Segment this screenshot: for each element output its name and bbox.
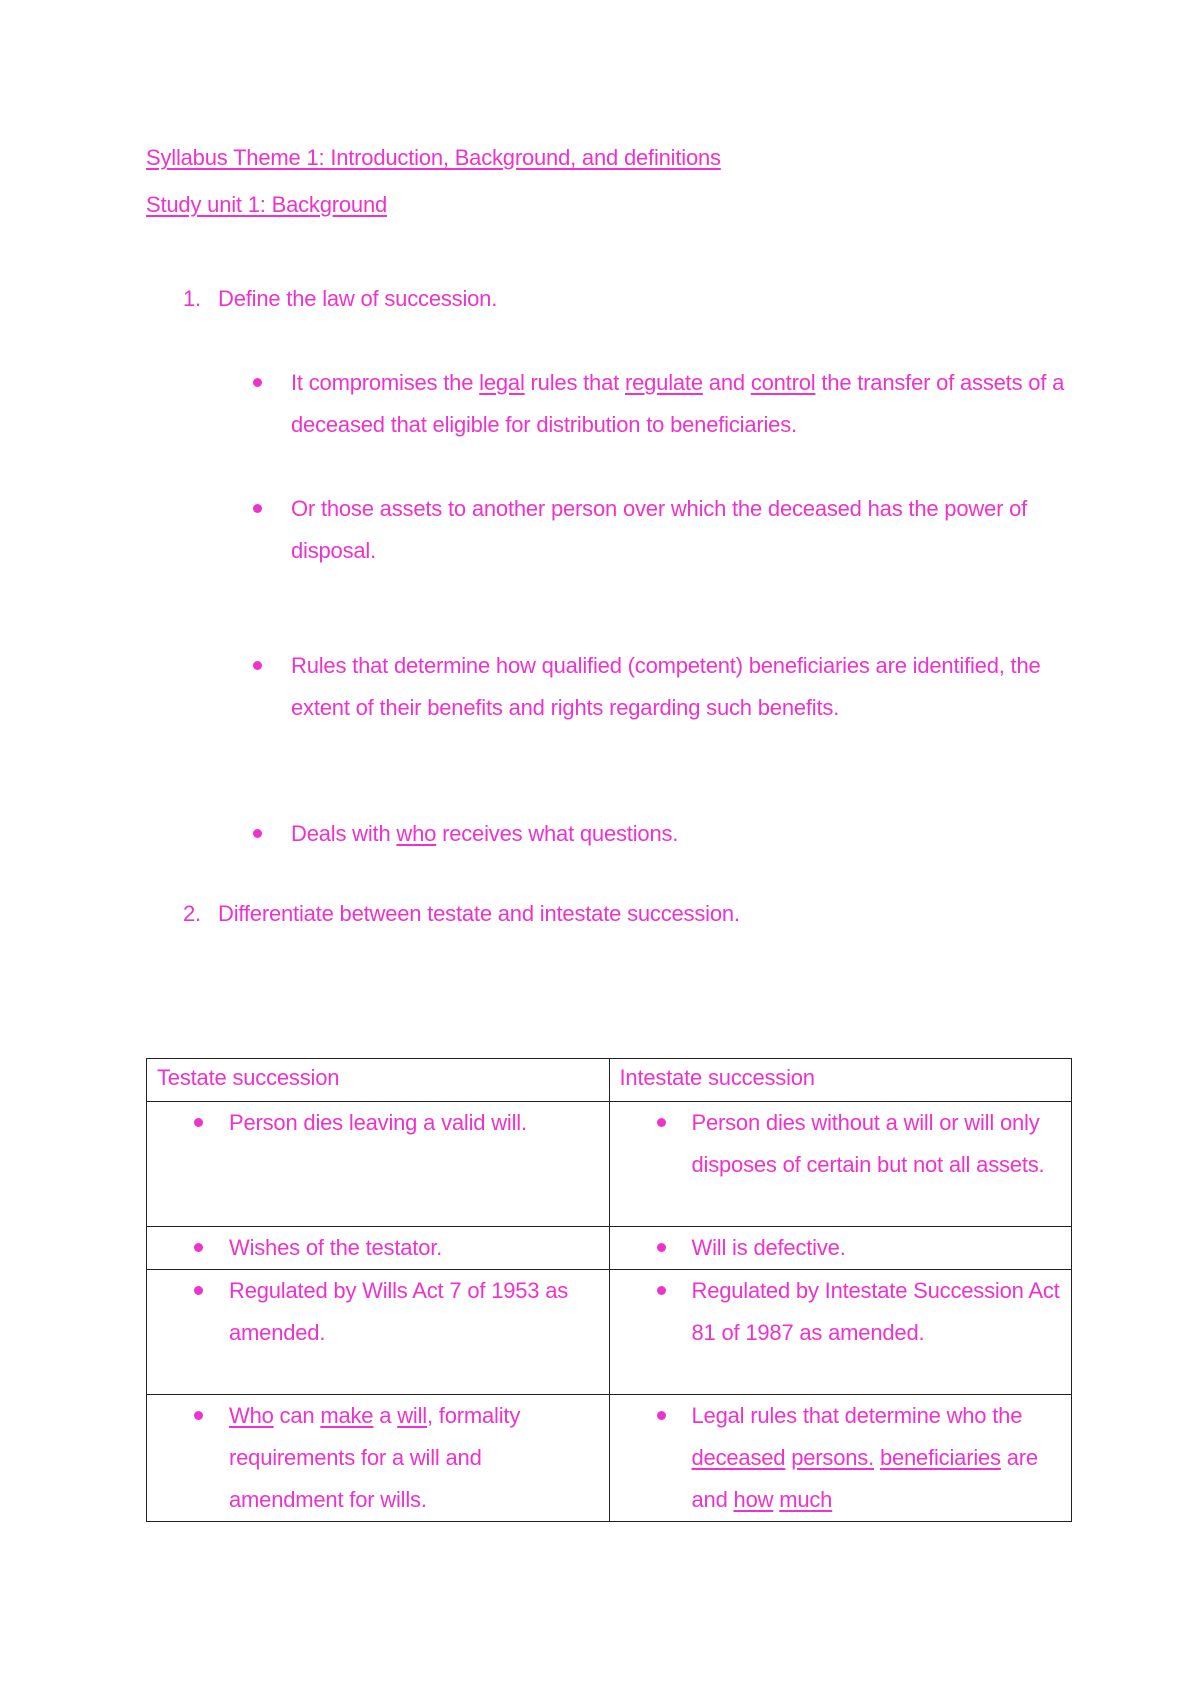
cell-text: Person dies leaving a valid will. — [229, 1110, 527, 1135]
bullet-item — [253, 488, 1073, 572]
table-row — [147, 1395, 1072, 1522]
cell-text: Regulated by Intestate Succession Act 81 of 1987 as amended. — [691, 1278, 1060, 1345]
bullet-dot-icon — [253, 661, 262, 670]
bullet-dot-icon — [657, 1411, 666, 1420]
bullet-item — [253, 362, 1073, 446]
question-text: Define the law of succession. — [218, 286, 498, 311]
bullet-dot-icon — [253, 378, 262, 387]
table-cell — [609, 1227, 1072, 1270]
cell-text: Person dies without a will or will only disposes of certain but not all assets. — [691, 1110, 1045, 1177]
question-2 — [183, 901, 740, 927]
cell-text: Regulated by Wills Act 7 of 1953 as amended. — [229, 1278, 569, 1345]
question-number: 1. — [183, 286, 201, 311]
table-cell — [609, 1270, 1072, 1395]
bullet-dot-icon — [657, 1118, 666, 1127]
bullet-dot-icon — [253, 829, 262, 838]
bullet-dot-icon — [194, 1243, 203, 1252]
bullet-text: Rules that determine how qualified (competent) beneficiaries are identified, the extent of their benefits and rights regarding such benefits. — [291, 653, 1041, 720]
bullet-dot-icon — [194, 1286, 203, 1295]
bullet-dot-icon — [194, 1411, 203, 1420]
question-number: 2. — [183, 901, 201, 926]
table-cell — [147, 1102, 610, 1227]
bullet-text: Or those assets to another person over which the deceased has the power of disposal. — [291, 496, 1028, 563]
bullet-item — [253, 813, 1073, 855]
cell-text: Wishes of the testator. — [229, 1235, 443, 1260]
table-row — [147, 1227, 1072, 1270]
study-unit-heading: Study unit 1: Background — [146, 192, 388, 217]
table-row — [147, 1102, 1072, 1227]
cell-text: Who can make a will, formality requirements for a will and amendment for wills. — [229, 1403, 521, 1512]
table-row — [147, 1270, 1072, 1395]
bullet-text: Deals with who receives what questions. — [291, 821, 679, 846]
table-header-row — [147, 1059, 1072, 1102]
bullet-dot-icon — [253, 504, 262, 513]
column-header-testate: Testate succession — [147, 1059, 610, 1102]
succession-comparison-table — [146, 1058, 1072, 1522]
cell-text: Will is defective. — [691, 1235, 846, 1260]
syllabus-theme-heading: Syllabus Theme 1: Introduction, Background, and definitions — [146, 145, 721, 170]
bullet-dot-icon — [657, 1286, 666, 1295]
table-cell — [147, 1395, 610, 1522]
bullet-text: It compromises the legal rules that regulate and control the transfer of assets of a deceased that eligible for distribution to beneficiaries. — [291, 370, 1065, 437]
cell-text: Legal rules that determine who the deceased persons. beneficiaries are and how much — [691, 1403, 1038, 1512]
question-text: Differentiate between testate and intestate succession. — [218, 901, 740, 926]
table-cell — [609, 1395, 1072, 1522]
question-1 — [183, 286, 497, 312]
column-header-intestate: Intestate succession — [609, 1059, 1072, 1102]
bullet-item — [253, 645, 1073, 729]
table-cell — [609, 1102, 1072, 1227]
table-cell — [147, 1227, 610, 1270]
table-cell — [147, 1270, 610, 1395]
bullet-dot-icon — [657, 1243, 666, 1252]
bullet-dot-icon — [194, 1118, 203, 1127]
